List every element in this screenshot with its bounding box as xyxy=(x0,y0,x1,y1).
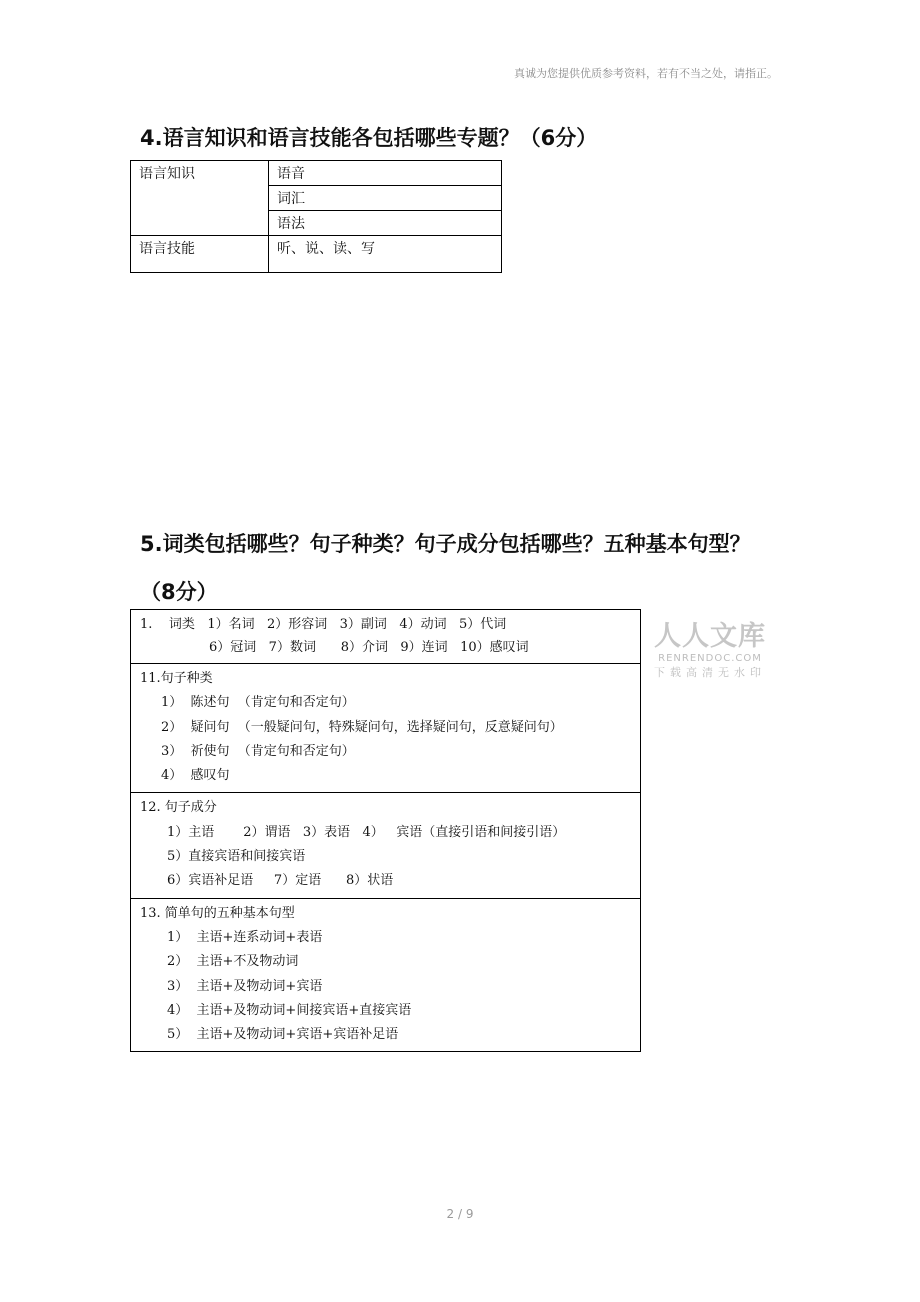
grammar-answer-box xyxy=(130,609,641,1052)
sentence-patterns-heading: 13. 简单句的五种基本句型 xyxy=(140,905,295,921)
list-item: 4） 主语+及物动词+间接宾语+直接宾语 xyxy=(167,1002,412,1018)
knowledge-item-grammar: 语法 xyxy=(269,211,502,236)
list-item: 5） 主语+及物动词+宾语+宾语补足语 xyxy=(167,1027,399,1043)
sentence-patterns-section xyxy=(131,899,640,1052)
knowledge-label: 语言知识 xyxy=(131,161,269,236)
list-item: 2） 疑问句 （一般疑问句，特殊疑问句，选择疑问句，反意疑问句） xyxy=(161,719,563,735)
list-item: 3） 祈使句 （肯定句和否定句） xyxy=(161,743,355,759)
watermark-logo xyxy=(648,622,772,680)
watermark-url: RENRENDOC.COM xyxy=(658,653,762,664)
knowledge-item-pronunciation: 语音 xyxy=(269,161,502,186)
sentence-elements-heading: 12. 句子成分 xyxy=(140,800,217,816)
knowledge-item-vocabulary: 词汇 xyxy=(269,186,502,211)
table-row xyxy=(131,236,502,273)
sentence-types-section xyxy=(131,664,640,793)
list-item: 1）主语 2）谓语 3）表语 4） 宾语（直接引语和间接引语） xyxy=(167,824,566,840)
list-item: 6）宾语补足语 7）定语 8）状语 xyxy=(167,873,394,889)
header-note: 真诚为您提供优质参考资料，若有不当之处，请指正。 xyxy=(514,67,778,80)
list-item: 2） 主语+不及物动词 xyxy=(167,954,299,970)
skills-label: 语言技能 xyxy=(131,236,269,273)
list-item: 4） 感叹句 xyxy=(161,768,230,784)
sentence-types-heading: 11.句子种类 xyxy=(140,671,213,686)
question-4-title: 4.语言知识和语言技能各包括哪些专题？（6分） xyxy=(140,126,598,150)
list-item: 3） 主语+及物动词+宾语 xyxy=(167,978,323,994)
word-classes-line-1: 1. 词类 1）名词 2）形容词 3）副词 4）动词 5）代词 xyxy=(140,617,507,632)
question-5-title: 5.词类包括哪些？句子种类？句子成分包括哪些？五种基本句型？（8分） xyxy=(140,532,751,604)
list-item: 1） 陈述句 （肯定句和否定句） xyxy=(161,695,355,711)
page-number: 2 / 9 xyxy=(446,1207,474,1221)
list-item: 5）直接宾语和间接宾语 xyxy=(167,849,306,865)
table-row xyxy=(131,161,502,186)
word-classes-line-2: 6）冠词 7）数词 8）介词 9）连词 10）感叹词 xyxy=(209,640,529,655)
language-topics-table xyxy=(130,160,502,273)
skills-value: 听、说、读、写 xyxy=(269,236,502,273)
sentence-elements-section xyxy=(131,793,640,898)
list-item: 1） 主语+连系动词+表语 xyxy=(167,929,323,945)
word-classes-section xyxy=(131,610,640,664)
watermark-brand: 人人文库 xyxy=(654,621,766,652)
watermark-tagline: 下载高清无水印 xyxy=(654,666,766,679)
